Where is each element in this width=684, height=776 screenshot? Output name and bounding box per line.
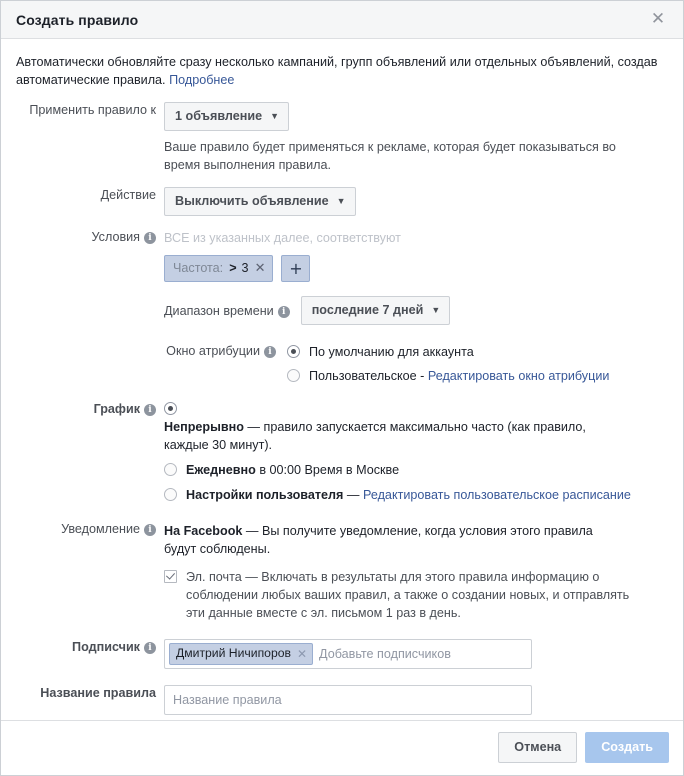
notification-row	[1, 504, 683, 622]
info-icon[interactable]: i	[278, 306, 290, 318]
notification-fields	[164, 521, 683, 622]
info-icon[interactable]: i	[144, 642, 156, 654]
rule-name-row	[1, 669, 683, 715]
subscriber-token-name: Дмитрий Ничипоров	[176, 646, 291, 660]
chevron-down-icon: ▼	[336, 195, 346, 206]
dialog-header	[1, 1, 683, 39]
add-condition-button[interactable]: +	[281, 255, 310, 282]
checkbox-icon[interactable]	[164, 570, 177, 583]
apply-to-fields	[164, 102, 683, 174]
schedule-label-text: График	[93, 402, 140, 416]
notification-label	[1, 521, 164, 537]
notification-facebook-bold: На Facebook	[164, 524, 243, 538]
apply-to-hint: Ваше правило будет применяться к рекламе, которая будет показываться во время выполнения правила.	[164, 140, 616, 172]
conditions-label	[1, 229, 164, 245]
time-range-value: последние 7 дней	[311, 303, 424, 317]
rule-name-label: Название правила	[40, 686, 156, 700]
remove-subscriber-icon[interactable]: ✕	[296, 646, 308, 661]
page-title: Создать правило	[16, 11, 139, 28]
condition-name: Частота:	[173, 261, 224, 275]
rule-name-fields	[164, 685, 683, 715]
conditions-header: ВСЕ из указанных далее, соответствуют	[164, 231, 401, 245]
conditions-label-text: Условия	[91, 230, 140, 244]
radio-icon[interactable]	[287, 345, 300, 358]
dialog-body	[1, 39, 683, 720]
notification-email-bold: Эл. почта	[186, 570, 242, 584]
chevron-down-icon: ▼	[431, 304, 441, 315]
attribution-block	[164, 343, 665, 385]
notification-facebook-rest: — Вы получите уведомление, когда условия этого правила будут соблюдены.	[164, 524, 593, 556]
schedule-daily-label	[186, 461, 399, 479]
apply-to-row	[1, 89, 683, 174]
attribution-custom-text: Пользовательское -	[309, 369, 428, 383]
schedule-continuous-label	[164, 418, 626, 454]
schedule-continuous-bold: Непрерывно	[164, 420, 244, 434]
subscriber-fields	[164, 639, 683, 669]
info-icon[interactable]: i	[264, 346, 276, 358]
radio-icon[interactable]	[164, 402, 177, 415]
schedule-option-custom[interactable]	[164, 486, 665, 504]
time-range-label	[164, 304, 290, 318]
time-range-dropdown[interactable]	[301, 296, 451, 325]
schedule-row	[1, 385, 683, 504]
radio-icon[interactable]	[164, 463, 177, 476]
radio-icon[interactable]	[287, 369, 300, 382]
rule-name-input[interactable]	[164, 685, 532, 715]
learn-more-link[interactable]: Подробнее	[169, 73, 235, 87]
schedule-option-daily[interactable]	[164, 461, 665, 479]
apply-to-value: 1 объявление	[175, 109, 263, 123]
radio-icon[interactable]	[164, 488, 177, 501]
conditions-tag-line	[164, 255, 665, 282]
subscriber-token	[169, 643, 313, 665]
schedule-option-continuous[interactable]	[164, 402, 665, 454]
edit-custom-schedule-link[interactable]: Редактировать пользовательское расписание	[363, 488, 631, 502]
apply-to-label: Применить правило к	[29, 103, 156, 117]
action-fields	[164, 187, 683, 216]
attribution-label-text: Окно атрибуции	[166, 344, 260, 358]
schedule-fields	[164, 401, 683, 504]
attribution-option-default[interactable]	[287, 343, 609, 361]
action-row	[1, 174, 683, 216]
create-button[interactable]: Создать	[585, 732, 669, 763]
notification-email-option[interactable]	[164, 568, 665, 622]
subscriber-row	[1, 622, 683, 669]
attribution-label	[164, 343, 276, 358]
attribution-options	[287, 343, 609, 385]
attribution-option-custom[interactable]	[287, 367, 609, 385]
info-icon[interactable]: i	[144, 404, 156, 416]
condition-value: 3	[241, 261, 249, 275]
cancel-button[interactable]: Отмена	[498, 732, 577, 763]
edit-attribution-window-link[interactable]: Редактировать окно атрибуции	[427, 369, 610, 383]
schedule-label	[1, 401, 164, 417]
subscriber-label	[1, 639, 164, 655]
notification-email-rest: — Включать в результаты для этого правила информацию о соблюдении любых ваших правил, а также о создании новых, и отправлять эти данные вместе с эл. письмом 1 раз в день.	[186, 570, 630, 620]
schedule-continuous-rest: — правило запускается максимально часто (как правило, каждые 30 минут).	[164, 420, 586, 452]
conditions-row	[1, 216, 683, 385]
subscriber-input[interactable]	[164, 639, 532, 669]
time-range-row	[164, 296, 665, 325]
subscriber-placeholder: Добавьте подписчиков	[319, 647, 451, 661]
info-icon[interactable]: i	[144, 232, 156, 244]
condition-tag[interactable]	[164, 255, 273, 282]
chevron-down-icon: ▼	[270, 110, 280, 121]
attribution-option-custom-label	[309, 367, 609, 385]
apply-to-dropdown[interactable]	[164, 102, 289, 131]
notification-facebook-text	[164, 521, 624, 558]
dialog-footer	[1, 720, 683, 775]
conditions-fields	[164, 229, 683, 385]
close-icon[interactable]: ✕	[650, 9, 666, 29]
intro-description: Автоматически обновляйте сразу несколько кампаний, групп объявлений или отдельных объявлений, создав автоматические правила.	[16, 55, 658, 87]
remove-condition-icon[interactable]: ✕	[254, 260, 266, 276]
schedule-daily-rest: в 00:00 Время в Москве	[255, 463, 400, 477]
info-icon[interactable]: i	[144, 524, 156, 536]
notification-email-label	[186, 568, 638, 622]
schedule-daily-bold: Ежедневно	[186, 463, 256, 477]
attribution-option-default-label: По умолчанию для аккаунта	[309, 345, 474, 359]
intro-text	[1, 39, 683, 89]
action-label: Действие	[100, 188, 156, 202]
action-dropdown[interactable]	[164, 187, 356, 216]
subscriber-label-text: Подписчик	[72, 640, 140, 654]
schedule-custom-bold: Настройки пользователя	[186, 488, 344, 502]
notification-label-text: Уведомление	[61, 522, 140, 536]
action-value: Выключить объявление	[175, 194, 329, 208]
schedule-custom-rest: —	[343, 488, 364, 502]
time-range-label-text: Диапазон времени	[164, 303, 274, 318]
condition-operator: >	[229, 261, 237, 275]
schedule-custom-label	[186, 486, 631, 504]
